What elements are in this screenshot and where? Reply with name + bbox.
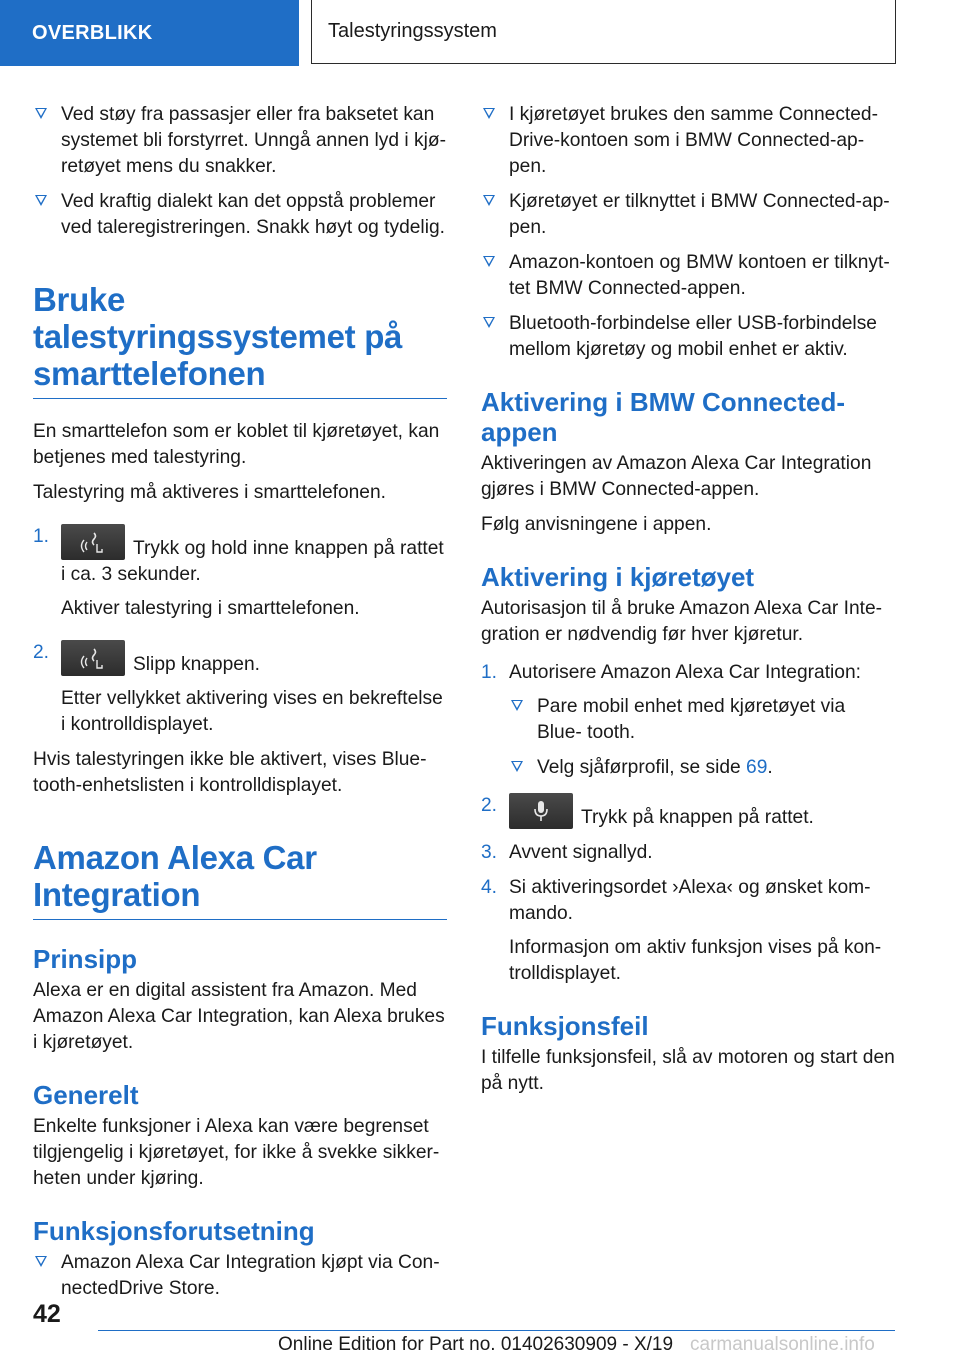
step-number: 2. <box>33 642 50 663</box>
step-subtext: Aktiver talestyring i smarttelefonen. <box>61 598 360 619</box>
list-item: Ved støy fra passasjer eller fra baksetet kan systemet bli forstyrret. Unngå annen lyd i kjø‐ retøyet mens du snakker. <box>33 102 447 180</box>
footer-divider <box>98 1330 895 1331</box>
step-number: 3. <box>481 842 498 863</box>
paragraph: Autorisasjon til å bruke Amazon Alexa Car Inte‐ gration er nødvendig før hver kjøretur. <box>481 598 883 645</box>
heading-generelt: Generelt <box>33 1080 139 1110</box>
section-tab: OVERBLIKK <box>0 0 299 66</box>
vehicle-steps <box>481 660 895 987</box>
list-item: Kjøretøyet er tilknyttet i BMW Connected-ap‐ pen. <box>481 189 895 241</box>
triangle-bullet-icon <box>511 761 523 772</box>
step-number: 1. <box>33 526 50 547</box>
voice-button-icon <box>61 640 125 676</box>
step-item: 1. Trykk og hold inne knappen på rattet i ca. 3 sekunder. Aktiver talestyring i smarttelefonen. <box>33 524 447 622</box>
step-subtext: Informasjon om aktiv funksjon vises på kon‐ trolldisplayet. <box>509 937 882 984</box>
page-number: 42 <box>33 1300 61 1328</box>
triangle-bullet-icon <box>483 317 495 328</box>
requirement-bullets <box>33 1250 447 1302</box>
heading-funksjonsforutsetning: Funksjonsforutsetning <box>33 1216 315 1246</box>
step-subtext: Etter vellykket aktivering vises en bekreftelse i kontrolldisplayet. <box>61 688 443 735</box>
step-item: 3. Avvent signallyd. <box>481 840 895 866</box>
step-number: 1. <box>481 662 498 683</box>
triangle-bullet-icon <box>483 195 495 206</box>
step-item: 1. Autorisere Amazon Alexa Car Integration: Pare mobil enhet med kjøretøyet via Blue‐ tooth. Velg sjåførprofil, se side 69. <box>481 660 895 781</box>
list-item: I kjøretøyet brukes den samme Connected‐ Drive-kontoen som i BMW Connected-ap‐ pen. <box>481 102 895 180</box>
list-item: Bluetooth-forbindelse eller USB-forbindelse mellom kjøretøy og mobil enhet er aktiv. <box>481 311 895 363</box>
step-item: 2. Slipp knappen. Etter vellykket aktivering vises en bekreftelse i kontrolldisplayet. <box>33 640 447 738</box>
requirement-bullets-continued <box>481 102 895 363</box>
triangle-bullet-icon <box>35 195 47 206</box>
list-item: Amazon Alexa Car Integration kjøpt via Con‐ nectedDrive Store. <box>33 1250 447 1302</box>
list-item: Ved kraftig dialekt kan det oppstå problemer ved taleregistreringen. Snakk høyt og tydelig. <box>33 189 447 241</box>
footer-edition: Online Edition for Part no. 01402630909 - X/19 <box>278 1334 674 1355</box>
left-column <box>33 102 447 1311</box>
page-link[interactable]: 69 <box>746 757 768 778</box>
triangle-bullet-icon <box>483 256 495 267</box>
paragraph: Alexa er en digital assistent fra Amazon. Med Amazon Alexa Car Integration, kan Alexa brukes i kjøretøyet. <box>33 980 445 1053</box>
microphone-button-icon <box>509 793 573 829</box>
paragraph: Hvis talestyringen ikke ble aktivert, vises Blue‐ tooth-enhetslisten i kontrolldisplayet. <box>33 749 427 796</box>
smartphone-steps <box>33 524 447 738</box>
triangle-bullet-icon <box>35 108 47 119</box>
triangle-bullet-icon <box>35 1256 47 1267</box>
voice-button-icon <box>61 524 125 560</box>
paragraph: Følg anvisningene i appen. <box>481 514 712 535</box>
paragraph: Enkelte funksjoner i Alexa kan være begrenset tilgjengelig i kjøretøyet, for ikke å svekke sikker‐ heten under kjøring. <box>33 1116 440 1189</box>
sub-bullets <box>509 694 895 781</box>
step-number: 2. <box>481 795 498 816</box>
paragraph: I tilfelle funksjonsfeil, slå av motoren og start den på nytt. <box>481 1047 895 1094</box>
step-item: 4. Si aktiveringsordet ›Alexa‹ og ønsket kom‐ mando. Informasjon om aktiv funksjon vises på kon‐ trolldisplayet. <box>481 875 895 987</box>
list-item: Velg sjåførprofil, se side 69. <box>509 755 895 781</box>
heading-funksjonsfeil: Funksjonsfeil <box>481 1011 649 1041</box>
step-number: 4. <box>481 877 498 898</box>
watermark: carmanualsonline.info <box>690 1334 875 1355</box>
page-header <box>0 0 960 66</box>
chapter-title: Talestyringssystem <box>311 0 896 64</box>
heading-prinsipp: Prinsipp <box>33 944 138 974</box>
step-item: 2. Trykk på knappen på rattet. <box>481 795 814 828</box>
heading-activation-app: Aktivering i BMW Connected-appen <box>481 387 846 447</box>
paragraph: En smarttelefon som er koblet til kjøretøyet, kan betjenes med talestyring. <box>33 421 440 468</box>
paragraph: Talestyring må aktiveres i smarttelefonen. <box>33 482 386 503</box>
right-column <box>481 102 895 1106</box>
heading-smartphone: Bruke talestyringssystemet på smarttelefonen <box>33 281 447 399</box>
list-item: Pare mobil enhet med kjøretøyet via Blue‐ tooth. <box>509 694 895 746</box>
triangle-bullet-icon <box>511 700 523 711</box>
triangle-bullet-icon <box>483 108 495 119</box>
list-item: Amazon-kontoen og BMW kontoen er tilknyt‐ tet BMW Connected-appen. <box>481 250 895 302</box>
heading-alexa: Amazon Alexa Car Integration <box>33 839 447 920</box>
noise-bullets <box>33 102 447 241</box>
paragraph: Aktiveringen av Amazon Alexa Car Integration gjøres i BMW Connected-appen. <box>481 453 872 500</box>
heading-activation-vehicle: Aktivering i kjøretøyet <box>481 562 755 592</box>
